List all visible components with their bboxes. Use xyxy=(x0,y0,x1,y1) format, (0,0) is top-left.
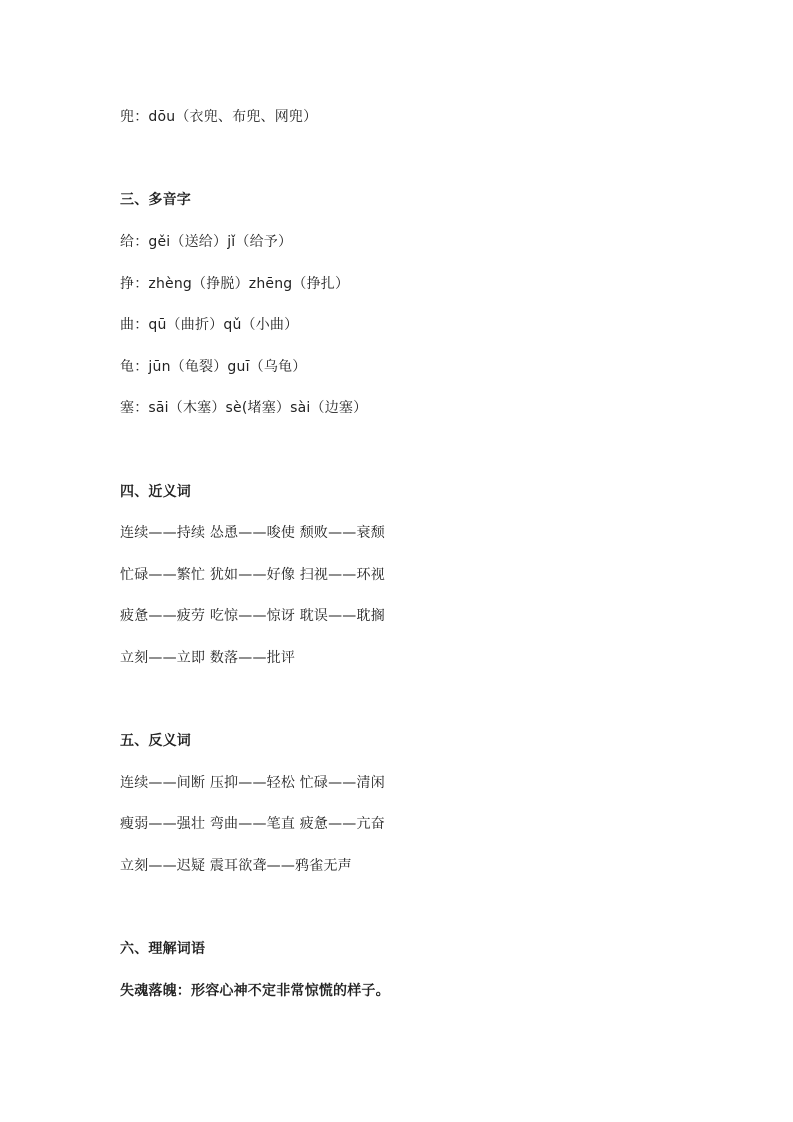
understanding-line-1: 失魂落魄：形容心神不定非常惊慌的样子。 xyxy=(120,983,390,999)
synonym-line-2: 忙碌——繁忙 犹如——好像 扫视——环视 xyxy=(120,567,385,583)
text-line-dou: 兜：dōu（衣兜、布兜、网兜） xyxy=(120,109,318,125)
section-heading-understanding: 六、理解词语 xyxy=(120,941,206,957)
synonym-line-1: 连续——持续 怂恿——唆使 颓败——衰颓 xyxy=(120,525,385,541)
section-heading-polyphonic: 三、多音字 xyxy=(120,192,191,208)
polyphonic-line-qu: 曲：qū（曲折）qǔ（小曲） xyxy=(120,317,299,333)
synonym-line-4: 立刻——立即 数落——批评 xyxy=(120,650,296,666)
section-heading-antonyms: 五、反义词 xyxy=(120,733,191,749)
antonym-line-2: 瘦弱——强壮 弯曲——笔直 疲惫——亢奋 xyxy=(120,816,385,832)
polyphonic-line-sai: 塞：sāi（木塞）sè(堵塞）sài（边塞） xyxy=(120,400,368,416)
polyphonic-line-zheng: 挣：zhèng（挣脱）zhēng（挣扎） xyxy=(120,276,350,292)
antonym-line-3: 立刻——迟疑 震耳欲聋——鸦雀无声 xyxy=(120,858,352,874)
synonym-line-3: 疲惫——疲劳 吃惊——惊讶 耽误——耽搁 xyxy=(120,608,385,624)
polyphonic-line-gui: 龟：jūn（龟裂）guī（乌龟） xyxy=(120,359,307,375)
polyphonic-line-gei: 给：gěi（送给）jǐ（给予） xyxy=(120,234,293,250)
section-heading-synonyms: 四、近义词 xyxy=(120,484,191,500)
antonym-line-1: 连续——间断 压抑——轻松 忙碌——清闲 xyxy=(120,775,385,791)
